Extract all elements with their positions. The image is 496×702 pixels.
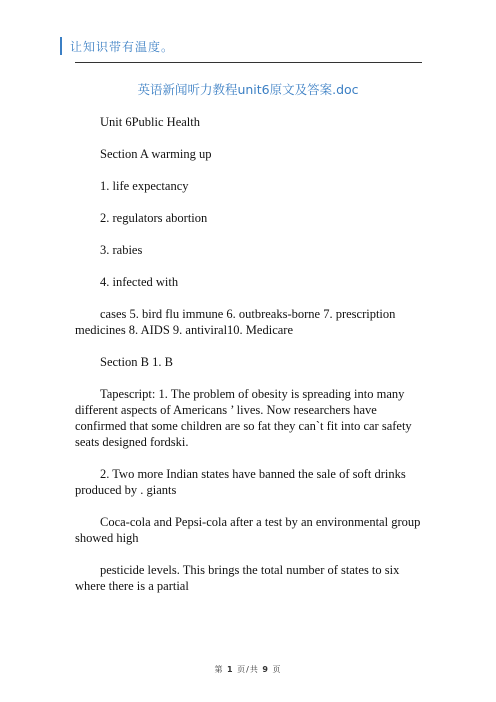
paragraph: Section B 1. B: [100, 355, 173, 369]
paragraph: Section A warming up: [100, 147, 212, 161]
header-slogan: 让知识带有温度。: [70, 39, 175, 54]
footer-suffix: 页: [272, 665, 282, 674]
paragraph: Tapescript: 1. The problem of obesity is spreading into many different aspects of Americans ’ lives. Now researchers have confirmed that some children are so fat they can`t fit into car safety seats designed fordski.: [75, 387, 412, 449]
document-title: 英语新闻听力教程unit6原文及答案.doc: [137, 82, 359, 97]
paragraph: 2. regulators abortion: [100, 211, 208, 225]
header-accent-bar: [60, 37, 62, 55]
page-footer: [0, 664, 496, 675]
footer-middle: 页/共: [237, 665, 259, 674]
paragraph: 1. life expectancy: [100, 179, 189, 193]
page-header: [60, 34, 174, 58]
total-pages-number: 9: [262, 665, 269, 674]
header-divider: [75, 62, 422, 63]
paragraph: 3. rabies: [100, 243, 143, 257]
paragraph: Unit 6Public Health: [100, 115, 200, 129]
document-body: [75, 114, 422, 610]
paragraph: 4. infected with: [100, 275, 179, 289]
paragraph: pesticide levels. This brings the total number of states to six where there is a partial: [75, 563, 400, 593]
paragraph: 2. Two more Indian states have banned the sale of soft drinks produced by . giants: [75, 467, 406, 497]
paragraph: Coca-cola and Pepsi-cola after a test by an environmental group showed high: [75, 515, 421, 545]
footer-prefix: 第: [214, 665, 224, 674]
current-page-number: 1: [227, 665, 234, 674]
paragraph: cases 5. bird flu immune 6. outbreaks-borne 7. prescription medicines 8. AIDS 9. antiviral10. Medicare: [75, 307, 396, 337]
